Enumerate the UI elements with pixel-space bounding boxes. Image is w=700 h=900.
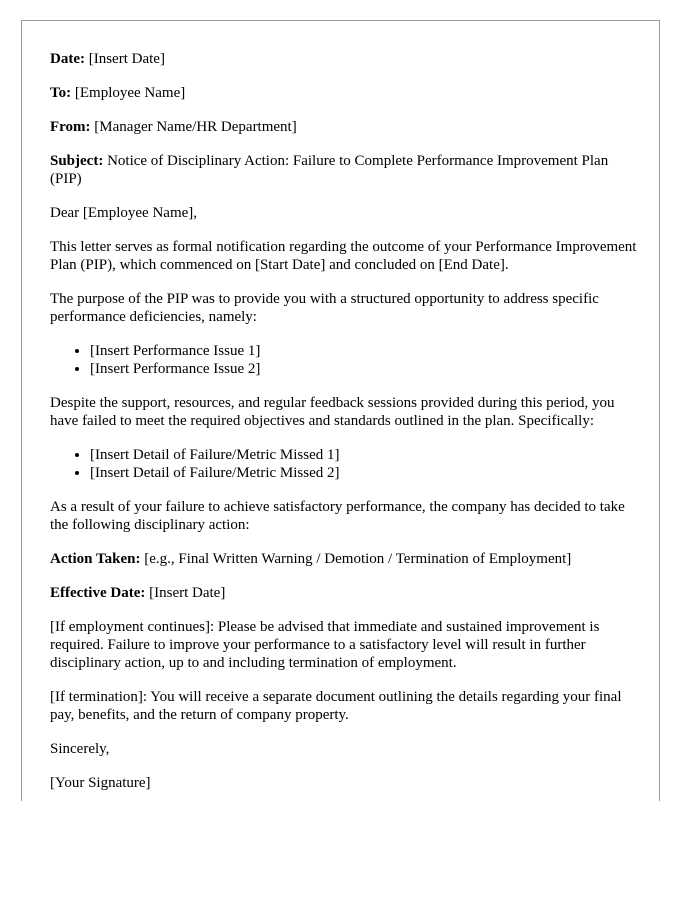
from-value: [Manager Name/HR Department] — [94, 119, 297, 135]
letter-content — [50, 50, 640, 801]
action-line — [50, 550, 640, 568]
despite-paragraph: Despite the support, resources, and regular feedback sessions provided during this period, you have failed to meet the required objectives and standards outlined in the plan. Specifically: — [50, 395, 615, 429]
effective-date-label: Effective Date: — [50, 585, 146, 601]
intro-paragraph: This letter serves as formal notification regarding the outcome of your Performance Improvement Plan (PIP), which commenced on [Start Date] and concluded on [End Date]. — [50, 239, 637, 273]
termination-paragraph: [If termination]: You will receive a separate document outlining the details regarding your final pay, benefits, and the return of company property. — [50, 689, 622, 723]
date-value: [Insert Date] — [88, 51, 165, 67]
result-paragraph: As a result of your failure to achieve satisfactory performance, the company has decided to take the following disciplinary action: — [50, 499, 625, 533]
action-label: Action Taken: — [50, 551, 141, 567]
signature: [Your Signature] — [50, 775, 151, 791]
effective-date-line — [50, 584, 640, 602]
to-label: To: — [50, 85, 72, 101]
failures-list — [50, 446, 640, 482]
purpose-paragraph: The purpose of the PIP was to provide you with a structured opportunity to address specific performance deficiencies, namely: — [50, 291, 599, 325]
list-item: • [Insert Performance Issue 2] — [90, 360, 640, 378]
subject-label: Subject: — [50, 153, 104, 169]
date-line — [50, 50, 640, 68]
list-item: • [Insert Detail of Failure/Metric Missed 1] — [90, 446, 640, 464]
to-value: [Employee Name] — [74, 85, 186, 101]
list-item: • [Insert Detail of Failure/Metric Missed 2] — [90, 464, 640, 482]
subject-line — [50, 152, 640, 188]
date-label: Date: — [50, 51, 85, 67]
salutation: Dear [Employee Name], — [50, 205, 198, 221]
list-item: • [Insert Performance Issue 1] — [90, 342, 640, 360]
action-value: [e.g., Final Written Warning / Demotion / Termination of Employment] — [144, 551, 572, 567]
from-label: From: — [50, 119, 91, 135]
from-line — [50, 118, 640, 136]
continue-paragraph: [If employment continues]: Please be advised that immediate and sustained improvement is required. Failure to improve your performance to a satisfactory level will result in further disciplinary action, up to and including termination of employment. — [50, 619, 600, 671]
letter-page — [21, 20, 660, 801]
subject-value: Notice of Disciplinary Action: Failure to Complete Performance Improvement Plan (PIP) — [50, 153, 609, 187]
to-line — [50, 84, 640, 102]
closing: Sincerely, — [50, 741, 110, 757]
issues-list — [50, 342, 640, 378]
effective-date-value: [Insert Date] — [149, 585, 226, 601]
